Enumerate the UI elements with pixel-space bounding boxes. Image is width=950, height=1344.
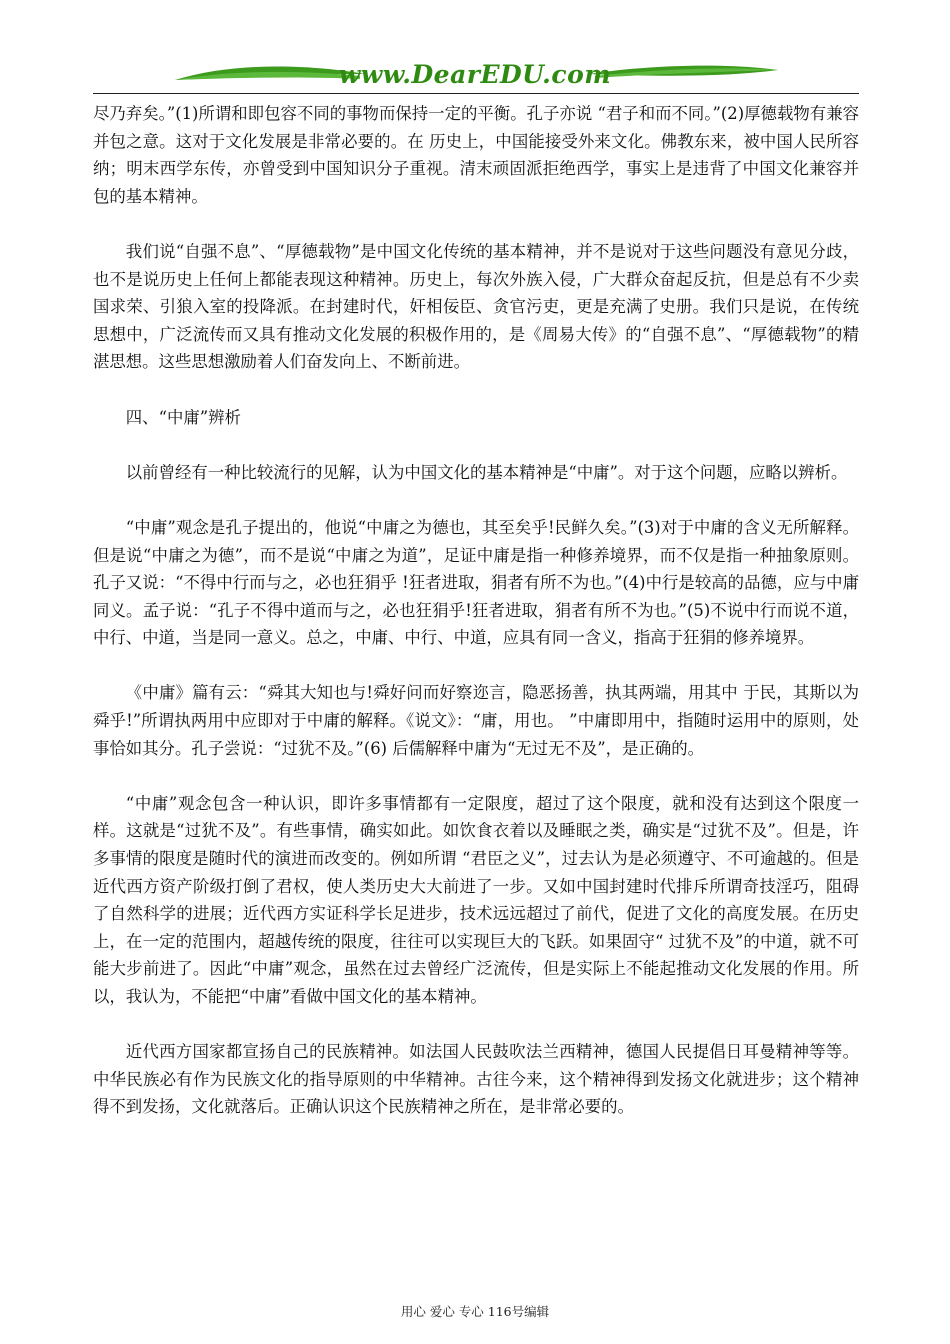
paragraph: 以前曾经有一种比较流行的见解，认为中国文化的基本精神是“中庸”。对于这个问题，应略以辨析。	[125, 462, 848, 482]
paragraph: “中庸”观念包含一种认识，即许多事情都有一定限度，超过了这个限度，就和没有达到这个限度一样。这就是“过犹不及”。有些事情，确实如此。如饮食衣着以及睡眠之类，确实是“过犹不及”。但是，许多事情的限度是随时代的演进而改变的。例如所谓 “君臣之义”，过去认为是必须遵守、不可逾越的。但是近代西方资产阶级打倒了君权，使人类历史大大前进了一步。又如中国封建时代排斥所谓奇技淫巧，阻碍了自然科学的进展；近代西方实证科学长足进步，技术远远超过了前代，促进了文化的高度发展。在历史上，在一定的范围内，超越传统的限度，往往可以实现巨大的飞跃。如果固守“ 过犹不及”的中道，就不可能大步前进了。因此“中庸”观念，虽然在过去曾经广泛流传，但是实际上不能起推动文化发展的作用。所以，我认为，不能把“中庸”看做中国文化的基本精神。	[93, 793, 859, 1006]
paragraph: 近代西方国家都宣扬自己的民族精神。如法国人民鼓吹法兰西精神，德国人民提倡日耳曼精神等等。中华民族必有作为民族文化的指导原则的中华精神。古往今来，这个精神得到发扬文化就进步；这个精神得不到发扬，文化就落后。正确认识这个民族精神之所在，是非常必要的。	[93, 1042, 859, 1117]
paragraph: 《中庸》篇有云：“舜其大知也与!舜好问而好察迩言，隐恶扬善，执其两端，用其中 于民，其斯以为舜乎!”所谓执两用中应即对于中庸的解释。《说文》：“庸，用也。 ”中庸即用中，指随时运用中的原则，处事恰如其分。孔子尝说：“过犹不及。”(6) 后儒解释中庸为“无过无不及”，是正确的。	[93, 683, 859, 758]
site-header	[0, 52, 950, 96]
section-heading: 四、“中庸”辨析	[125, 407, 241, 427]
paragraph: 我们说“自强不息”、“厚德载物”是中国文化传统的基本精神，并不是说对于这些问题没有意见分歧，也不是说历史上任何上都能表现这种精神。历史上，每次外族入侵，广大群众奋起反抗，但是总有不少卖国求荣、引狼入室的投降派。在封建时代，奸相佞臣、贪官污吏，更是充满了史册。我们只是说，在传统思想中，广泛流传而又具有推动文化发展的积极作用的，是《周易大传》的“自强不息”、“厚德载物”的精湛思想。这些思想激励着人们奋发向上、不断前进。	[93, 241, 859, 372]
paragraph: “中庸”观念是孔子提出的，他说“中庸之为德也，其至矣乎!民鲜久矣。”(3)对于中庸的含义无所解释。但是说“中庸之为德”，而不是说“中庸之为道”，足证中庸是指一种修养境界，而不仅是指一种抽象原则。孔子又说：“不得中行而与之，必也狂狷乎 !狂者进取，狷者有所不为也。”(4)中行是较高的品德，应与中庸同义。孟子说：“孔子不得中道而与之，必也狂狷乎!狂者进取，狷者有所不为也。”(5)不说中行而说不道，中行、中道，当是同一意义。总之，中庸、中行、中道，应具有同一含义，指高于狂狷的修养境界。	[93, 517, 859, 648]
paragraph: 尽乃弃矣。”(1)所谓和即包容不同的事物而保持一定的平衡。孔子亦说 “君子和而不同。”(2)厚德载物有兼容并包之意。这对于文化发展是非常必要的。在 历史上，中国能接受外来文化。佛教东来，被中国人民所容纳；明末西学东传，亦曾受到中国知识分子重视。清末顽固派拒绝西学，事实上是违背了中国文化兼容并包的基本精神。	[93, 104, 859, 206]
page-footer: 用心 爱心 专心 116号编辑	[400, 1304, 550, 1319]
site-title: www.DearEDU.com	[338, 60, 612, 89]
article-body	[93, 100, 859, 1149]
header-rule	[93, 93, 859, 94]
